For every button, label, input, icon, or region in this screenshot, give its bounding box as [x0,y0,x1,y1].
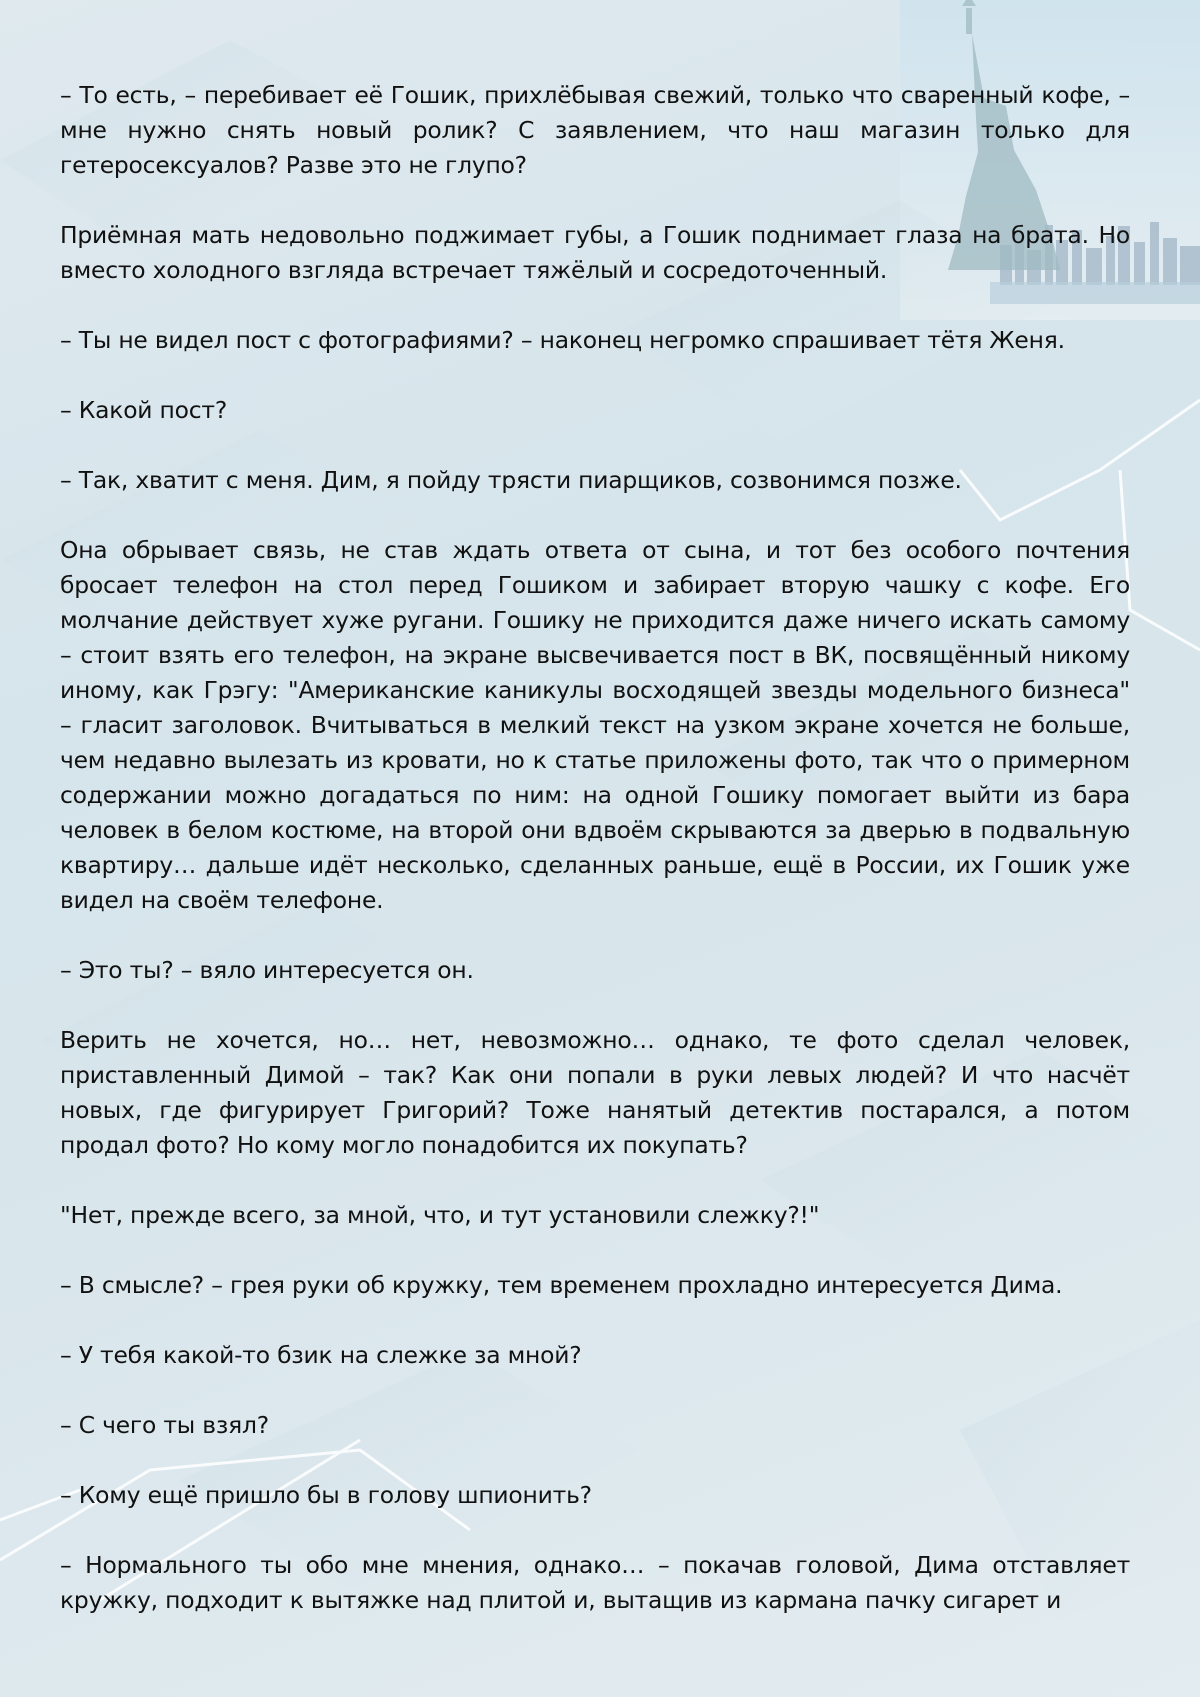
paragraph-11: – У тебя какой-то бзик на слежке за мной? [60,1341,582,1369]
paragraph-10: – В смысле? – грея руки об кружку, тем временем прохладно интересуется Дима. [60,1271,1063,1299]
paragraph-1: – То есть, – перебивает её Гошик, прихлёбывая свежий, только что сваренный кофе, – мне нужно снять новый ролик? С заявлением, что наш магазин только для гетеросексуалов? Разве это не глупо? [60,81,1130,179]
paragraph-13: – Кому ещё пришло бы в голову шпионить? [60,1481,592,1509]
paragraph-5: – Так, хватит с меня. Дим, я пойду трясти пиарщиков, созвонимся позже. [60,466,962,494]
paragraph-2: Приёмная мать недовольно поджимает губы, а Гошик поднимает глаза на брата. Но вместо холодного взгляда встречает тяжёлый и сосредоточенный. [60,221,1130,284]
document-body [60,78,1130,1618]
paragraph-7: – Это ты? – вяло интересуется он. [60,956,474,984]
paragraph-9: "Нет, прежде всего, за мной, что, и тут установили слежку?!" [60,1201,820,1229]
paragraph-12: – С чего ты взял? [60,1411,269,1439]
paragraph-6: Она обрывает связь, не став ждать ответа от сына, и тот без особого почтения бросает телефон на стол перед Гошиком и забирает вторую чашку с кофе. Его молчание действует хуже ругани. Гошику не приходится даже ничего искать самому – стоит взять его телефон, на экране высвечивается пост в ВК, посвящённый никому иному, как Грэгу: "Американские каникулы восходящей звезды модельного бизнеса" – гласит заголовок. Вчитываться в мелкий текст на узком экране хочется не больше, чем недавно вылезать из кровати, но к статье приложены фото, так что о примерном содержании можно догадаться по ним: на одной Гошику помогает выйти из бара человек в белом костюме, на второй они вдвоём скрываются за дверью в подвальную квартиру… дальше идёт несколько, сделанных раньше, ещё в России, их Гошик уже видел на своём телефоне. [60,536,1130,914]
paragraph-14: – Нормального ты обо мне мнения, однако… – покачав головой, Дима отставляет кружку, подходит к вытяжке над плитой и, вытащив из кармана пачку сигарет и [60,1551,1130,1614]
paragraph-4: – Какой пост? [60,396,228,424]
paragraph-8: Верить не хочется, но… нет, невозможно… однако, те фото сделал человек, приставленный Димой – так? Как они попали в руки левых людей? И что насчёт новых, где фигурирует Григорий? Тоже нанятый детектив постарался, а потом продал фото? Но кому могло понадобится их покупать? [60,1026,1130,1159]
paragraph-3: – Ты не видел пост с фотографиями? – наконец негромко спрашивает тётя Женя. [60,326,1065,354]
